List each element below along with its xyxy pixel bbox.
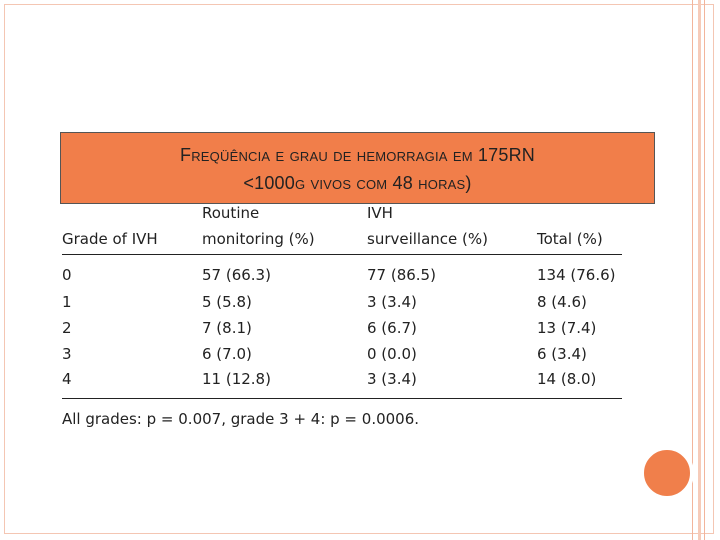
table-cell: 13 (7.4) [537,319,597,337]
table-cell: 134 (76.6) [537,266,616,284]
header-cell: monitoring (%) [202,230,315,248]
table-cell: 0 [62,266,72,284]
table-cell: 4 [62,370,72,388]
table-cell: 6 (3.4) [537,345,587,363]
table-cell: 14 (8.0) [537,370,597,388]
header-cell: IVH [367,204,393,222]
table-cell: 3 (3.4) [367,293,417,311]
table-cell: 1 [62,293,72,311]
table-footnote: All grades: p = 0.007, grade 3 + 4: p = 0.0006. [62,410,420,428]
decorative-rule [698,0,701,540]
table-cell: 3 (3.4) [367,370,417,388]
header-divider [62,254,622,255]
header-cell: Total (%) [537,230,603,248]
table-cell: 57 (66.3) [202,266,271,284]
table-cell: 77 (86.5) [367,266,436,284]
slide-title-box [60,132,655,204]
header-cell: Grade of IVH [62,230,158,248]
header-cell: Routine [202,204,260,222]
header-cell: surveillance (%) [367,230,488,248]
table-cell: 6 (7.0) [202,345,252,363]
table-cell: 6 (6.7) [367,319,417,337]
table-cell: 3 [62,345,72,363]
table-cell: 8 (4.6) [537,293,587,311]
table-cell: 11 (12.8) [202,370,271,388]
table-cell: 7 (8.1) [202,319,252,337]
slide-title-line-1: Freqüência e grau de hemorragia em 175RN [180,145,535,165]
table-cell: 5 (5.8) [202,293,252,311]
slide-title-line-2: <1000g vivos com 48 horas) [243,173,472,193]
table-cell: 0 (0.0) [367,345,417,363]
decorative-circle [640,446,694,500]
table-bottom-rule [62,398,622,399]
decorative-rule [692,0,693,540]
table-cell: 2 [62,319,72,337]
decorative-rule [704,0,705,540]
